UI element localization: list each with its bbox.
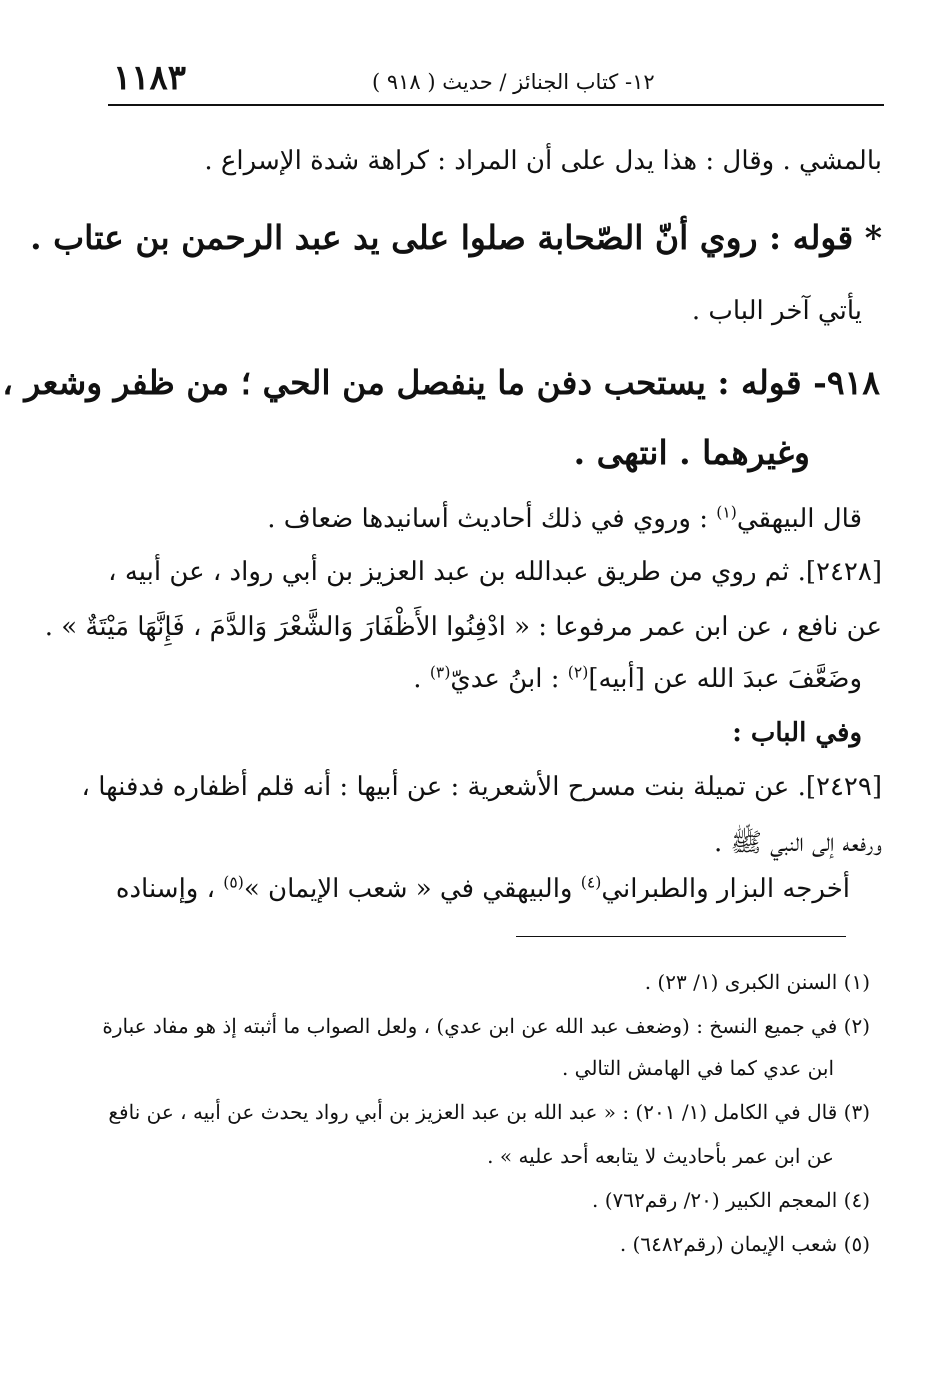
footnote-3: (٣) قال في الكامل (١/ ٢٠١) : « عبد الله بن عبد العزيز بن أبي رواد يحدث عن أبيه ، عن نافع — [108, 1100, 870, 1124]
header-divider — [108, 104, 884, 106]
text-segment: والبيهقي في « شعب الإيمان » — [243, 874, 581, 904]
heading-qawluhu-1: * قوله : روي أنّ الصّحابة صلوا على يد عبد الرحمن بن عتاب . — [30, 218, 882, 257]
footnote-divider — [516, 936, 846, 937]
footnote-ref-2: (٢) — [567, 663, 589, 682]
footnote-4: (٤) المعجم الكبير (٢٠/ رقم٧٦٢) . — [592, 1188, 870, 1212]
text-line-9 — [413, 664, 862, 694]
text-segment: . — [413, 664, 430, 694]
hadith-2429-line: [٢٤٢٩]. عن تميلة بنت مسرح الأشعرية : عن أبيها : أنه قلم أظفاره فدفنها ، — [81, 772, 882, 802]
text-line-13 — [116, 874, 850, 904]
text-segment: : وروي في ذلك أحاديث أسانيدها ضعاف . — [267, 504, 717, 534]
footnote-2-cont: ابن عدي كما في الهامش التالي . — [561, 1056, 834, 1080]
footnote-3-cont: عن ابن عمر بأحاديث لا يتابعه أحد عليه » . — [487, 1144, 834, 1168]
heading-hadith-918: ٩١٨- قوله : يستحب دفن ما ينفصل من الحي ؛ من ظفر وشعر ، — [2, 363, 880, 402]
text-segment: قال البيهقي — [736, 504, 862, 534]
footnote-2: (٢) في جميع النسخ : (وضعف عبد الله عن ابن عدي) ، ولعل الصواب ما أثبته إذ هو مفاد عبارة — [102, 1014, 870, 1038]
page-number: ١١٨٣ — [113, 58, 187, 98]
footnote-ref-3: (٣) — [429, 663, 451, 682]
text-segment: وضَعَّفَ عبدَ الله عن [أبيه] — [588, 664, 862, 694]
text-line-1: بالمشي . وقال : هذا يدل على أن المراد : كراهة شدة الإسراع . — [204, 146, 882, 176]
section-fil-bab: وفي الباب : — [732, 718, 862, 748]
footnote-5: (٥) شعب الإيمان (رقم٦٤٨٢) . — [619, 1232, 870, 1256]
text-line-3: يأتي آخر الباب . — [691, 296, 862, 326]
text-segment: ، وإسناده — [115, 874, 224, 904]
heading-hadith-918-cont: وغيرهما . انتهى . — [573, 433, 810, 472]
text-line-8: عن نافع ، عن ابن عمر مرفوعا : « ادْفِنُوا الأَظْفَارَ وَالشَّعْرَ وَالدَّمَ ، فَإِنَّهَا مَيْتَةٌ » . — [44, 612, 882, 642]
footnote-ref-4: (٤) — [580, 873, 602, 892]
text-line-12: ورفعه إلى النبي ﷺ . — [713, 828, 882, 858]
text-segment: : ابنُ عديّ — [450, 664, 568, 694]
text-segment: أخرجه البزار والطبراني — [601, 874, 850, 904]
footnote-ref-5: (٥) — [223, 873, 244, 892]
footnote-ref-1: (١) — [716, 503, 737, 522]
text-line-6 — [267, 504, 862, 534]
hadith-2428-line: [٢٤٢٨]. ثم روي من طريق عبدالله بن عبد العزيز بن أبي رواد ، عن أبيه ، — [108, 557, 882, 587]
running-title: ١٢- كتاب الجنائز / حديث ( ٩١٨ ) — [372, 70, 655, 94]
footnote-1: (١) السنن الكبرى (١/ ٢٣) . — [644, 970, 870, 994]
